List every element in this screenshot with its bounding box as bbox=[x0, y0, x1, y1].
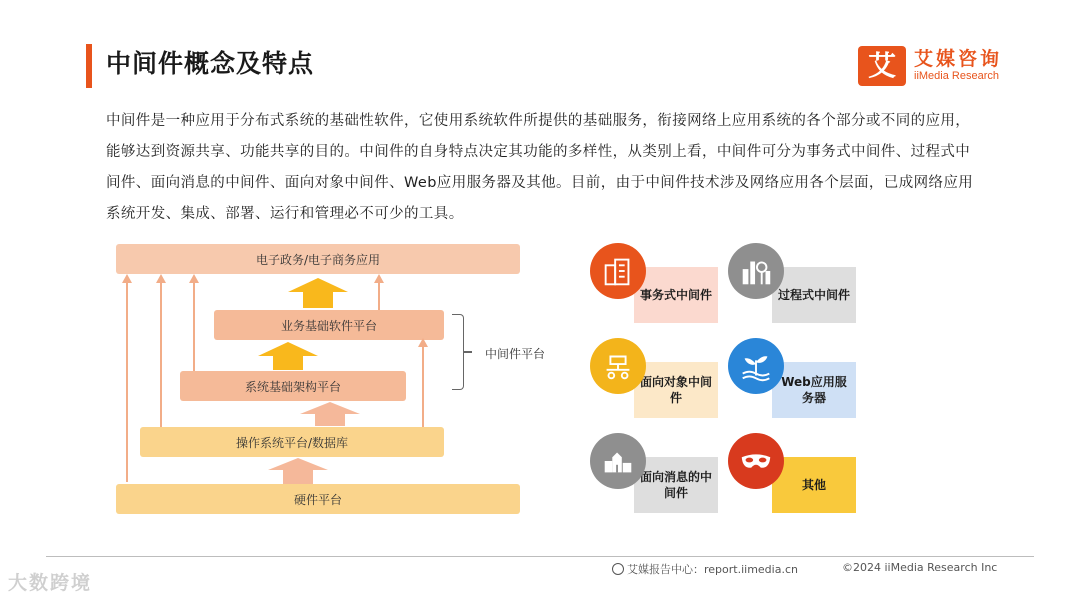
category-web-server bbox=[728, 338, 998, 428]
category-label: 过程式中间件 bbox=[772, 267, 856, 323]
brace-tick bbox=[464, 351, 472, 353]
city-skyline-icon bbox=[728, 243, 784, 299]
page-title: 中间件概念及特点 bbox=[106, 49, 315, 78]
logo-chinese-name: 艾媒咨询 bbox=[914, 48, 1003, 70]
plant-icon bbox=[728, 338, 784, 394]
town-icon bbox=[590, 433, 646, 489]
footer-source bbox=[612, 561, 798, 577]
globe-icon bbox=[612, 563, 624, 575]
layer-application: 电子政务/电子商务应用 bbox=[116, 244, 520, 274]
footer-divider bbox=[46, 556, 1034, 557]
mask-icon bbox=[728, 433, 784, 489]
building-icon bbox=[590, 243, 646, 299]
category-label: 事务式中间件 bbox=[634, 267, 718, 323]
watermark: 大数跨境 bbox=[8, 572, 93, 594]
middleware-layer-diagram bbox=[110, 238, 580, 528]
title-accent-bar bbox=[86, 44, 92, 88]
connector-arrow bbox=[126, 282, 128, 482]
connector-arrow bbox=[422, 346, 424, 427]
brace-label: 中间件平台 bbox=[485, 347, 546, 361]
up-arrow-gold bbox=[288, 278, 348, 308]
up-arrow-peach bbox=[300, 402, 360, 426]
brand-logo bbox=[858, 44, 1028, 90]
footer-copyright: ©2024 iiMedia Research Inc bbox=[842, 561, 998, 574]
category-label: Web应用服务器 bbox=[772, 362, 856, 418]
up-arrow-gold bbox=[258, 342, 318, 370]
footer-source-text: 艾媒报告中心：report.iimedia.cn bbox=[627, 563, 798, 576]
connector-arrow bbox=[378, 282, 380, 310]
category-label: 面向对象中间件 bbox=[634, 362, 718, 418]
layer-business-platform: 业务基础软件平台 bbox=[214, 310, 444, 340]
logo-english-name: iiMedia Research bbox=[914, 70, 999, 82]
layer-os-database: 操作系统平台/数据库 bbox=[140, 427, 444, 457]
category-label: 其他 bbox=[772, 457, 856, 513]
connector-arrow bbox=[193, 282, 195, 371]
intro-paragraph: 中间件是一种应用于分布式系统的基础性软件，它使用系统软件所提供的基础服务，衔接网络上应用系统的各个部分或不同的应用，能够达到资源共享、功能共享的目的。中间件的自身特点决定其功能的多样性，从类别上看，中间件可分为事务式中间件、过程式中间件、面向消息的中间件、面向对象中间件、Web应用服务器及其他。目前，由于中间件技术涉及网络应用各个层面，已成网络应用系统开发、集成、部署、运行和管理必不可少的工具。 bbox=[106, 113, 974, 222]
layer-hardware: 硬件平台 bbox=[116, 484, 520, 514]
category-label: 面向消息的中间件 bbox=[634, 457, 718, 513]
up-arrow-peach bbox=[268, 458, 328, 484]
category-procedural bbox=[728, 243, 998, 333]
layer-infrastructure-platform: 系统基础架构平台 bbox=[180, 371, 406, 401]
middleware-brace bbox=[452, 314, 464, 390]
logo-mark: 艾 bbox=[858, 46, 906, 86]
connector-arrow bbox=[160, 282, 162, 427]
category-other bbox=[728, 433, 998, 523]
cart-icon bbox=[590, 338, 646, 394]
